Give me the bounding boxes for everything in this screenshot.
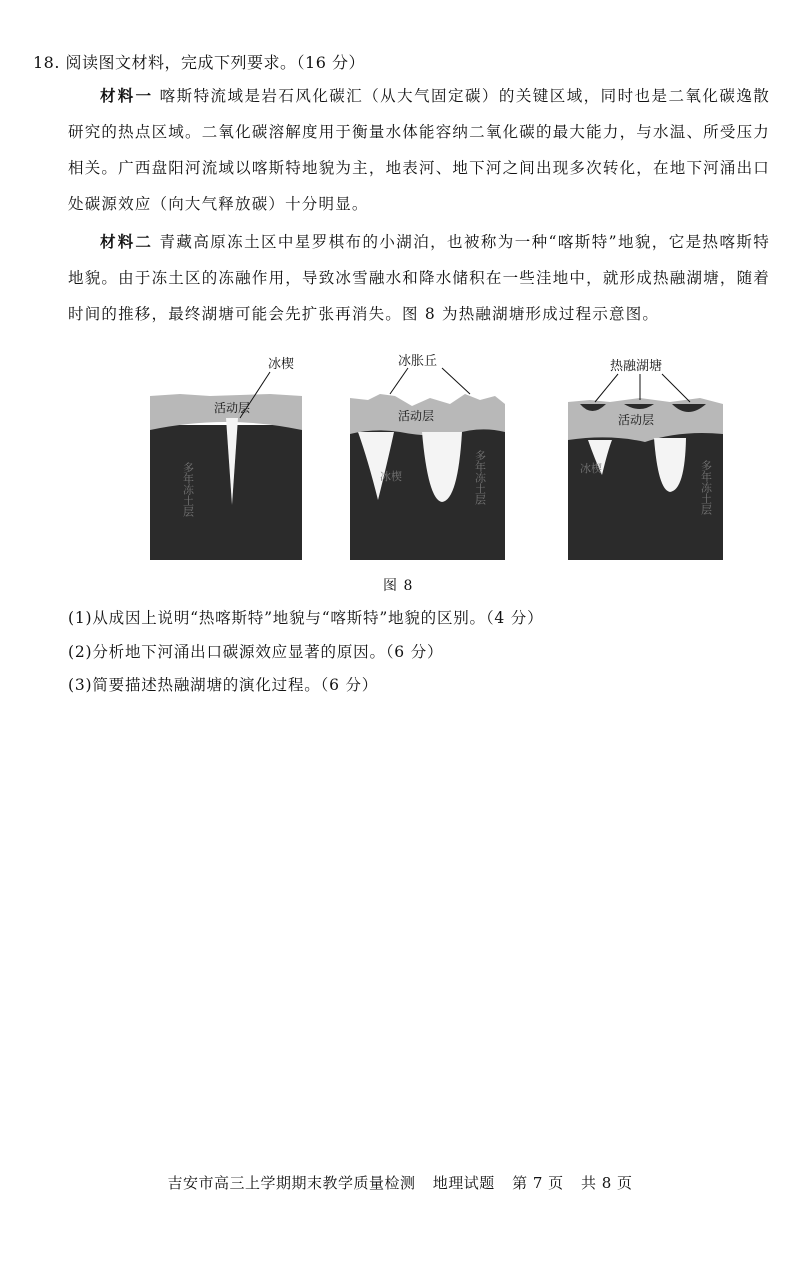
diagram-panel-2 bbox=[350, 354, 505, 560]
footer-page-number: 第 7 页 bbox=[512, 1174, 564, 1192]
footer-subject: 地理试题 bbox=[432, 1174, 495, 1192]
footer-exam-name: 吉安市高三上学期期末教学质量检测 bbox=[167, 1174, 416, 1192]
footer-total-pages: 共 8 页 bbox=[580, 1174, 633, 1192]
label-permafrost-1: 多年冻土层 bbox=[181, 462, 195, 517]
subquestion-3: (3)简要描述热融湖塘的演化过程。（6 分） bbox=[68, 676, 379, 694]
material-two-paragraph bbox=[68, 224, 770, 332]
callout-line-2b bbox=[442, 368, 470, 394]
page-footer bbox=[0, 1172, 800, 1193]
material-one-text: 喀斯特流域是岩石风化碳汇（从大气固定碳）的关键区域，同时也是二氧化碳逸散研究的热点区域。二氧化碳溶解度用于衡量水体能容纳二氧化碳的最大能力，与水温、所受压力相关。广西盘阳河流域以喀斯特地貌为主，地表河、地下河之间出现多次转化，在地下河涌出口处碳源效应（向大气释放碳）十分明显。 bbox=[68, 87, 770, 213]
callout-thaw-lake: 热融湖塘 bbox=[610, 359, 663, 374]
material-one-label: 材料一 bbox=[100, 86, 154, 105]
callout-line-3c bbox=[662, 374, 690, 402]
callout-line-3a bbox=[595, 374, 618, 402]
callout-line-2a bbox=[390, 368, 408, 394]
material-one-paragraph bbox=[68, 78, 770, 222]
permafrost-block-1 bbox=[150, 425, 302, 560]
figure-caption: 图 8 bbox=[383, 578, 414, 594]
callout-frost-mound: 冰胀丘 bbox=[398, 354, 438, 369]
thermokarst-lake-diagram bbox=[140, 350, 730, 562]
label-active-layer-1: 活动层 bbox=[214, 401, 251, 415]
question-title: 18. 阅读图文材料，完成下列要求。（16 分） bbox=[33, 53, 365, 72]
label-active-layer-3: 活动层 bbox=[618, 413, 655, 427]
label-permafrost-3: 多年冻土层 bbox=[699, 460, 713, 515]
subquestion-2: (2)分析地下河涌出口碳源效应显著的原因。（6 分） bbox=[68, 643, 444, 661]
material-two-text: 青藏高原冻土区中星罗棋布的小湖泊，也被称为一种“喀斯特”地貌，它是热喀斯特地貌。由于冻土区的冻融作用，导致冰雪融水和降水储积在一些洼地中，就形成热融湖塘，随着时间的推移，最终湖塘可能会先扩张再消失。图 8 为热融湖塘形成过程示意图。 bbox=[68, 233, 770, 323]
label-active-layer-2: 活动层 bbox=[398, 409, 435, 423]
label-ice-wedge-2: 冰楔 bbox=[380, 470, 402, 483]
label-ice-wedge-3: 冰楔 bbox=[580, 462, 602, 475]
diagram-panel-1 bbox=[150, 356, 302, 560]
diagram-panel-3 bbox=[568, 358, 723, 560]
subquestion-1: (1)从成因上说明“热喀斯特”地貌与“喀斯特”地貌的区别。（4 分） bbox=[68, 609, 544, 627]
callout-ice-wedge: 冰楔 bbox=[268, 357, 295, 372]
label-permafrost-2: 多年冻土层 bbox=[473, 450, 487, 505]
material-two-label: 材料二 bbox=[100, 232, 154, 251]
